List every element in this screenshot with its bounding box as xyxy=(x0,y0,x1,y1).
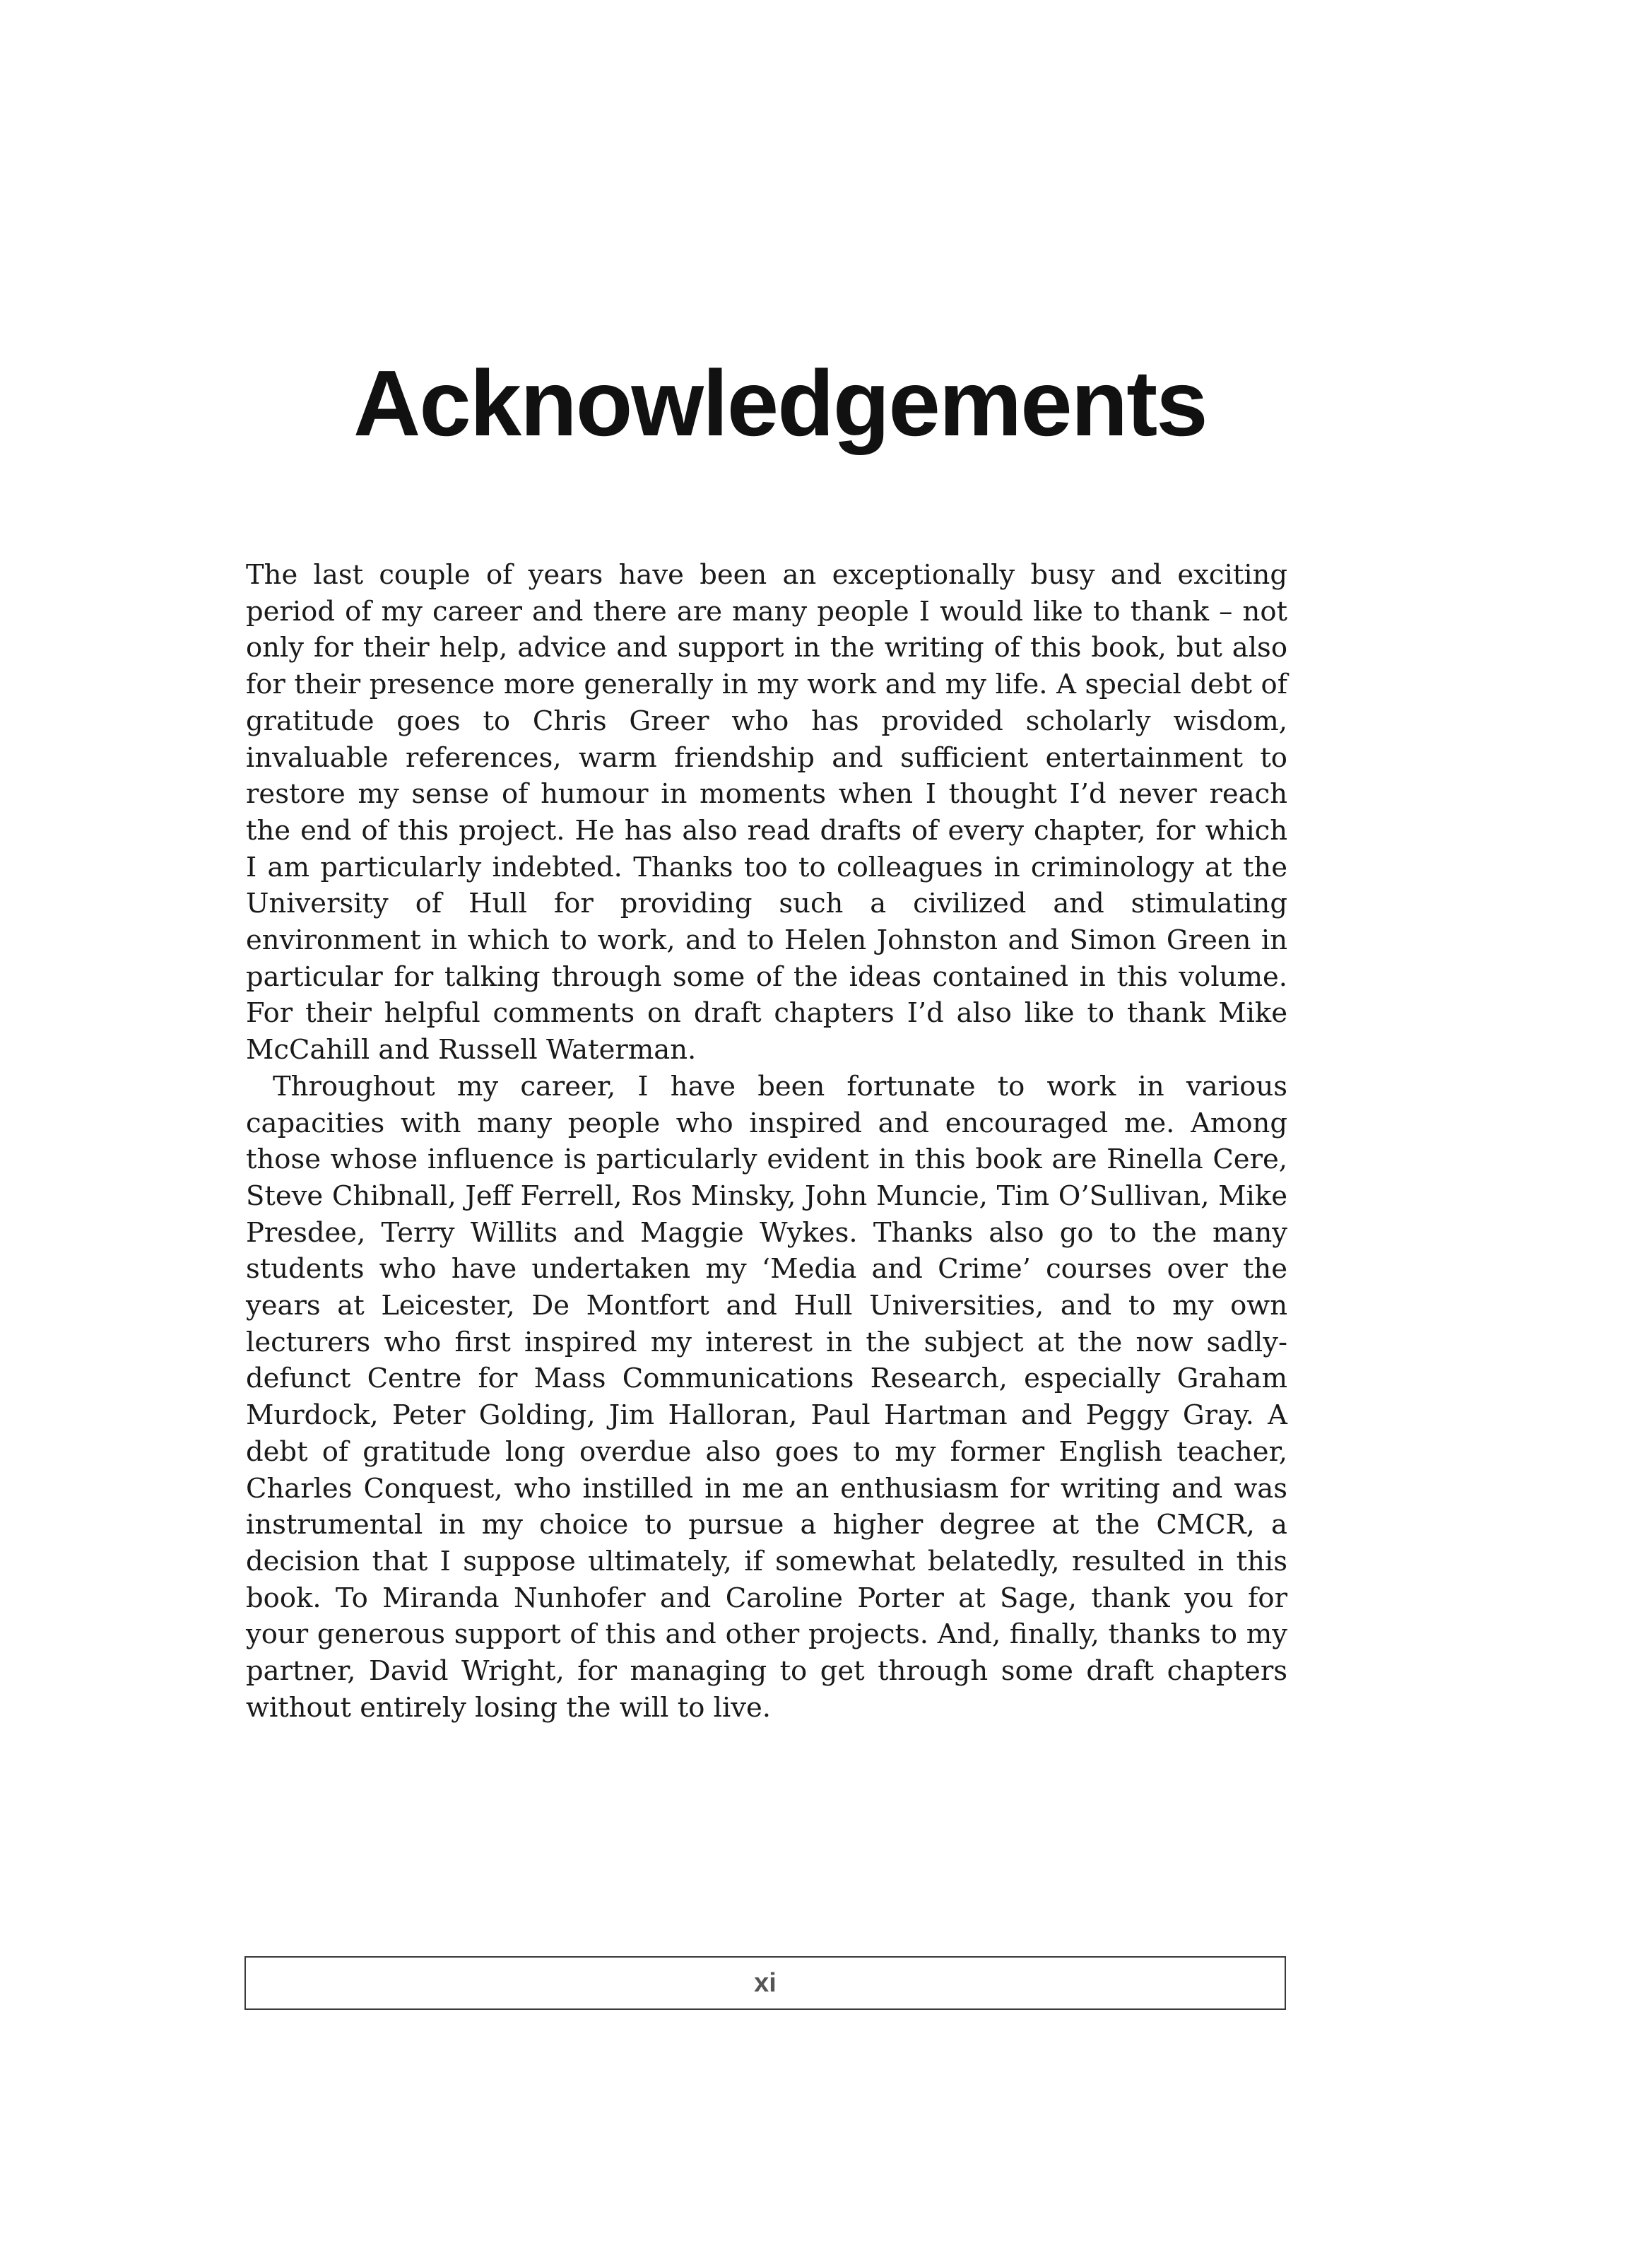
page-number: xi xyxy=(754,1968,777,1998)
paragraph-2: Throughout my career, I have been fortunate to work in various capacities with many people who inspired and encouraged me. Among those whose influence is particularly evident in this book are Rinella Cere, Steve Chibnall, Jeff Ferrell, Ros Minsky, John Muncie, Tim O’Sullivan, Mike Presdee, Terry Willits and Maggie Wykes. Thanks also go to the many students who have undertaken my ‘Media and Crime’ courses over the years at Leicester, De Montfort and Hull Universities, and to my own lecturers who first inspired my interest in the subject at the now sadly-defunct Centre for Mass Communications Research, especially Graham Murdock, Peter Golding, Jim Halloran, Paul Hartman and Peggy Gray. A debt of gratitude long overdue also goes to my former English teacher, Charles Conquest, who instilled in me an enthusiasm for writing and was instrumental in my choice to pursue a higher degree at the CMCR, a decision that I suppose ultimately, if somewhat belatedly, resulted in this book. To Miranda Nunhofer and Caroline Porter at Sage, thank you for your generous support of this and other projects. And, finally, thanks to my partner, David Wright, for managing to get through some draft chapters without entirely losing the will to live. xyxy=(246,1070,1287,1724)
page-number-box xyxy=(244,1956,1286,2010)
body-text xyxy=(246,557,1287,1726)
paragraph-1: The last couple of years have been an exceptionally busy and exciting period of my career and there are many people I would like to thank – not only for their help, advice and support in the writing of this book, but also for their presence more generally in my work and my life. A special debt of gratitude goes to Chris Greer who has provided scholarly wisdom, invaluable references, warm friendship and sufficient entertainment to restore my sense of humour in moments when I thought I’d never reach the end of this project. He has also read drafts of every chapter, for which I am particularly indebted. Thanks too to colleagues in criminology at the University of Hull for providing such a civilized and stimulating environment in which to work, and to Helen Johnston and Simon Green in particular for talking through some of the ideas contained in this volume. For their helpful comments on draft chapters I’d also like to thank Mike McCahill and Russell Waterman. xyxy=(246,559,1287,1066)
page-title: Acknowledgements xyxy=(353,351,1207,455)
